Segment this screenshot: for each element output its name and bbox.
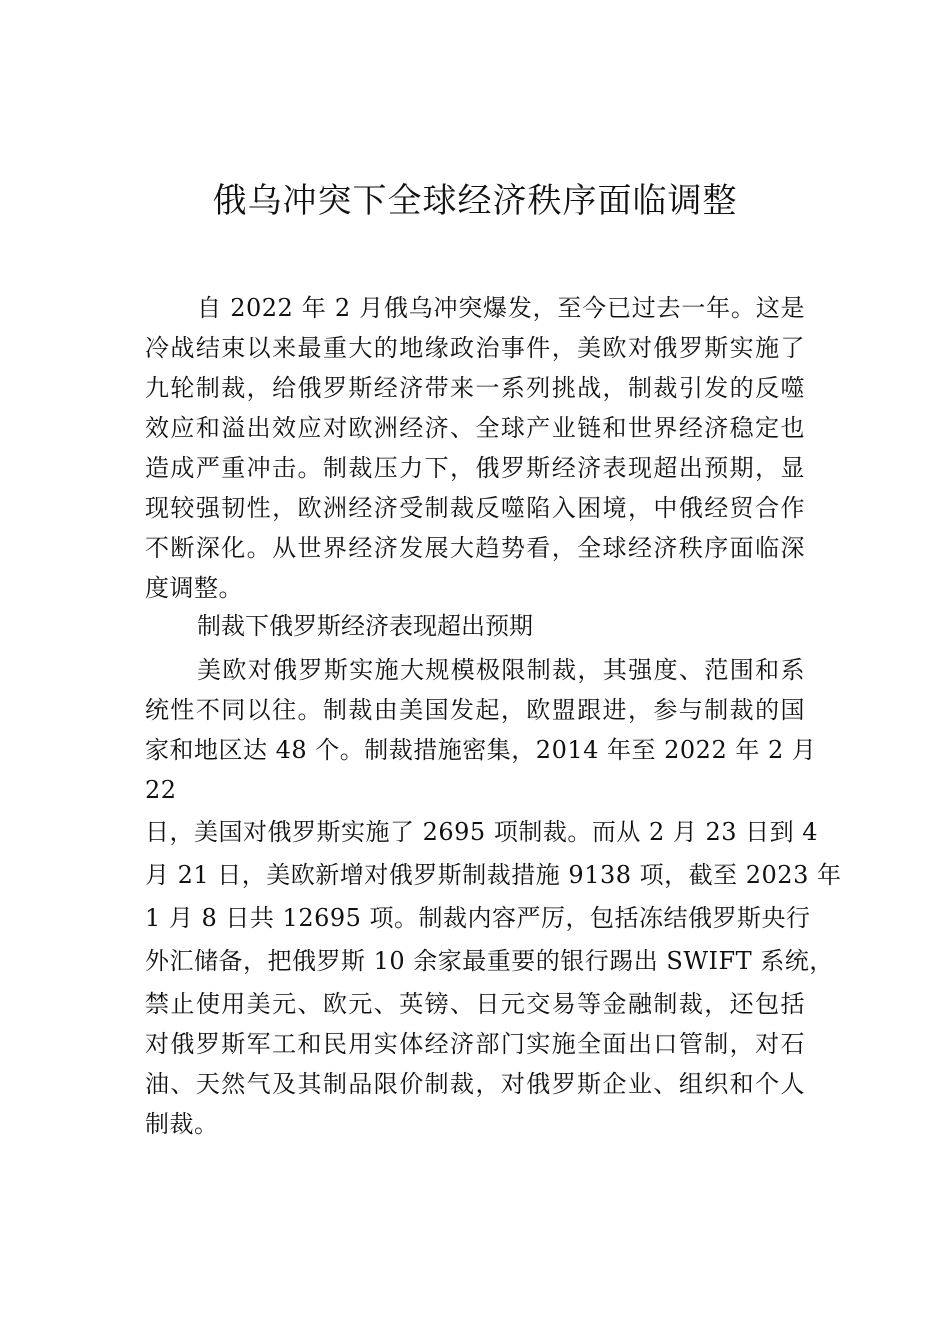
document-title: 俄乌冲突下全球经济秩序面临调整 [212, 181, 738, 221]
paragraph-line: 对俄罗斯军工和民用实体经济部门实施全面出口管制，对石 [145, 1030, 805, 1058]
paragraph-line: 自 2022 年 2 月俄乌冲突爆发，至今已过去一年。这是 [197, 294, 805, 322]
paragraph-line: 度调整。 [145, 574, 243, 602]
paragraph-line: 现较强韧性，欧洲经济受制裁反噬陷入困境，中俄经贸合作 [145, 494, 805, 522]
paragraph-line: 油、天然气及其制品限价制裁，对俄罗斯企业、组织和个人 [145, 1070, 805, 1098]
paragraph-line: 月 21 日，美欧新增对俄罗斯制裁措施 9138 项，截至 2023 年 [145, 861, 842, 889]
paragraph-line: 冷战结束以来最重大的地缘政治事件，美欧对俄罗斯实施了 [145, 334, 805, 362]
paragraph-line: 1 月 8 日共 12695 项。制裁内容严厉，包括冻结俄罗斯央行 [145, 904, 811, 932]
paragraph-line: 美欧对俄罗斯实施大规模极限制裁，其强度、范围和系 [197, 656, 805, 684]
paragraph-line: 造成严重冲击。制裁压力下，俄罗斯经济表现超出预期，显 [145, 454, 805, 482]
paragraph-line: 禁止使用美元、欧元、英镑、日元交易等金融制裁，还包括 [145, 990, 805, 1018]
section-heading: 制裁下俄罗斯经济表现超出预期 [197, 612, 533, 640]
paragraph-line: 九轮制裁，给俄罗斯经济带来一系列挑战，制裁引发的反噬 [145, 374, 805, 402]
paragraph-line: 家和地区达 48 个。制裁措施密集，2014 年至 2022 年 2 月 [145, 736, 817, 764]
paragraph-line: 22 [145, 776, 177, 804]
paragraph-line: 制裁。 [145, 1110, 219, 1138]
paragraph-line: 外汇储备，把俄罗斯 10 余家最重要的银行踢出 SWIFT 系统， [145, 947, 834, 975]
paragraph-line: 不断深化。从世界经济发展大趋势看，全球经济秩序面临深 [145, 534, 805, 562]
paragraph-line: 日，美国对俄罗斯实施了 2695 项制裁。而从 2 月 23 日到 4 [145, 818, 819, 846]
paragraph-line: 统性不同以往。制裁由美国发起，欧盟跟进，参与制裁的国 [145, 696, 805, 724]
paragraph-line: 效应和溢出效应对欧洲经济、全球产业链和世界经济稳定也 [145, 414, 805, 442]
